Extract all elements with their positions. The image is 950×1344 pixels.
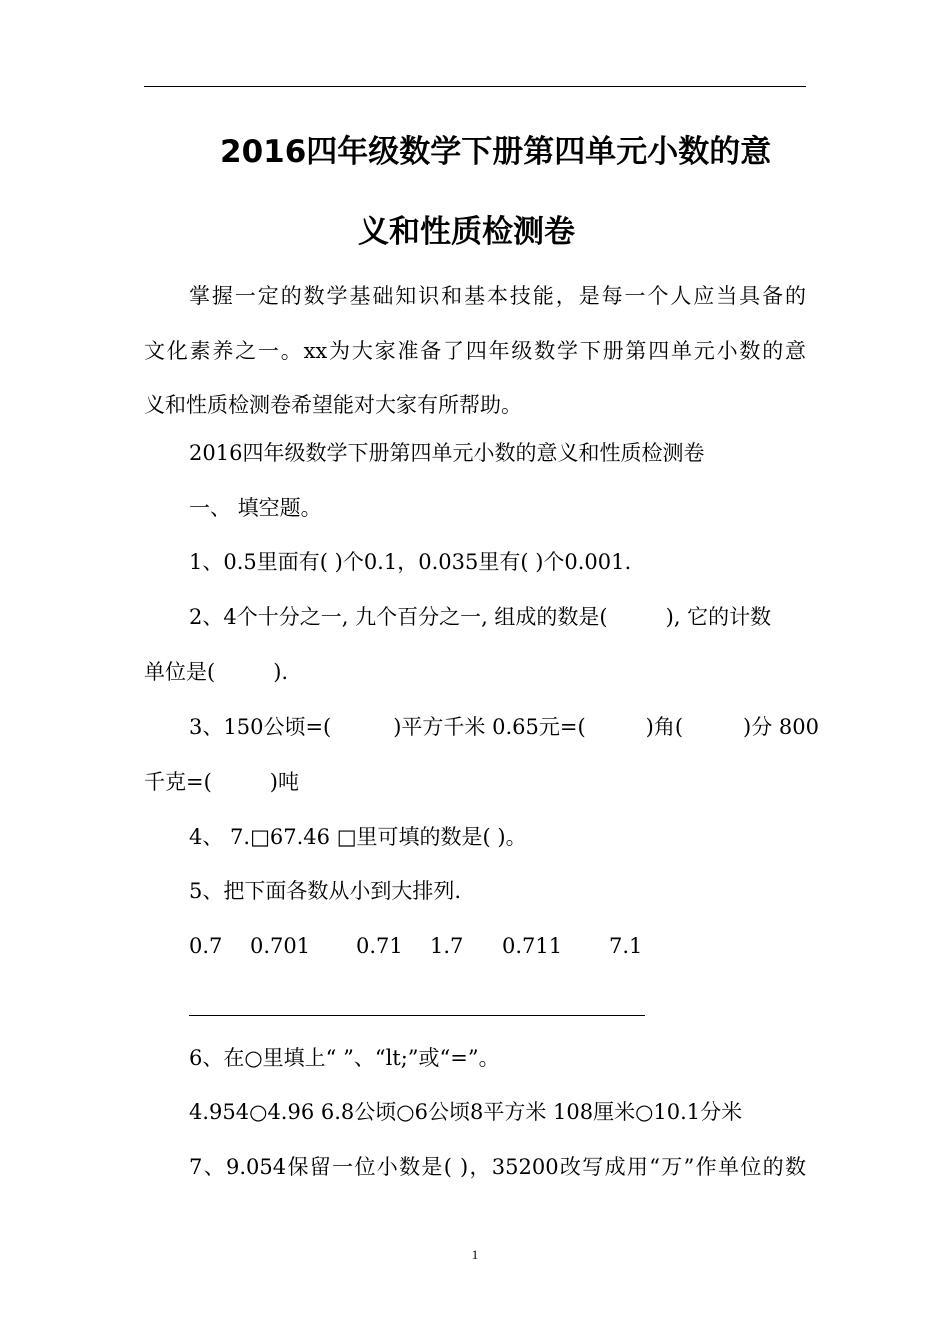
answer-line	[189, 1015, 645, 1016]
document-title-line-1: 2016四年级数学下册第四单元小数的意	[220, 134, 772, 170]
question-3-text-e: 千克=(	[144, 770, 212, 794]
page-number: 1	[471, 1247, 479, 1262]
question-2-text-b: ), 它的计数	[665, 605, 772, 629]
number-0.71: 0.71	[356, 934, 403, 958]
question-2-line-2	[144, 657, 288, 687]
question-6: 6、在○里填上“ ”、“lt;”或“=”。	[189, 1046, 500, 1070]
question-3-text-d: )分 800	[743, 715, 819, 739]
number-0.711: 0.711	[502, 934, 563, 958]
document-title-line-2: 义和性质检测卷	[358, 214, 575, 250]
intro-line-2: 文化素养之一。xx为大家准备了四年级数学下册第四单元小数的意	[144, 339, 806, 363]
subtitle: 2016四年级数学下册第四单元小数的意义和性质检测卷	[189, 441, 705, 465]
question-6-items: 4.954○4.96 6.8公顷○6公顷8平方米 108厘米○10.1分米	[189, 1100, 743, 1124]
question-7: 7、9.054保留一位小数是( )，35200改写成用“万”作单位的数	[189, 1155, 806, 1179]
number-0.701: 0.701	[250, 934, 311, 958]
question-3-line-2	[144, 767, 299, 797]
header-rule	[144, 86, 806, 87]
question-3-text-b: )平方千米 0.65元=(	[393, 715, 586, 739]
question-3-text-a: 3、150公顷=(	[189, 715, 332, 739]
question-1: 1、0.5里面有( )个0.1，0.035里有( )个0.001.	[189, 550, 632, 574]
intro-line-3: 义和性质检测卷希望能对大家有所帮助。	[144, 393, 522, 417]
question-3-text-f: )吨	[269, 770, 299, 794]
number-7.1: 7.1	[609, 934, 643, 958]
section-heading: 一、 填空题。	[189, 496, 322, 520]
question-2-text-a: 2、4个十分之一, 九个百分之一, 组成的数是(	[189, 605, 608, 629]
number-0.7: 0.7	[189, 934, 223, 958]
question-5: 5、把下面各数从小到大排列.	[189, 879, 462, 903]
question-2-text-d: ).	[273, 660, 289, 684]
question-2-text-c: 单位是(	[144, 660, 216, 684]
question-4: 4、 7.□67.46 □里可填的数是( )。	[189, 825, 527, 849]
question-3-text-c: )角(	[645, 715, 684, 739]
question-2-line-1	[189, 602, 806, 632]
intro-line-1: 掌握一定的数学基础知识和基本技能，是每一个人应当具备的	[189, 284, 806, 308]
number-1.7: 1.7	[430, 934, 464, 958]
question-3-line-1	[189, 712, 819, 742]
